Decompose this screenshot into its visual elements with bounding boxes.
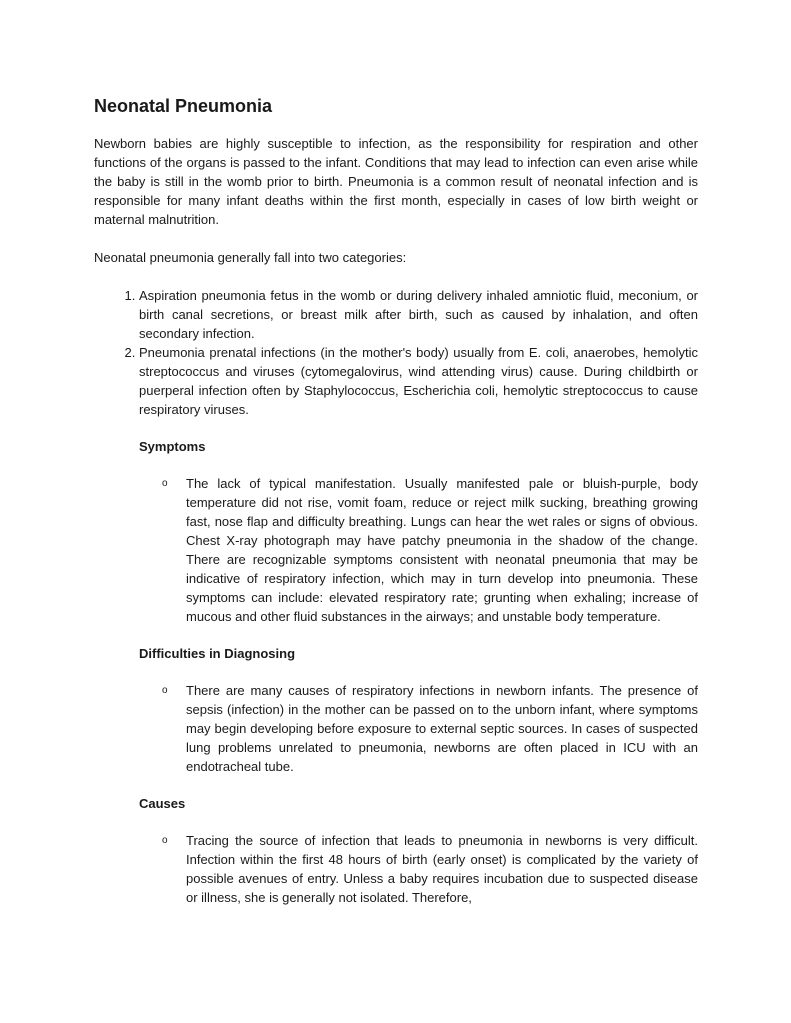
circle-bullet-icon: o	[162, 685, 168, 696]
category-item: 2. Pneumonia prenatal infections (in the mother's body) usually from E. coli, anaerobes, hemolytic streptococcus and viruses (cytomegalovirus, wind attending virus) cause. During childbirth or puerperal infection often by Staphylococcus, Escherichia coli, hemolytic streptococcus to cause respiratory viruses.	[139, 343, 698, 419]
section-heading: Symptoms	[139, 439, 206, 454]
symptoms-list	[139, 474, 698, 626]
diagnosing-section	[139, 644, 698, 776]
section-heading: Causes	[139, 796, 186, 811]
categories-lead: Neonatal pneumonia generally fall into two categories:	[94, 250, 407, 265]
diagnosing-list	[139, 681, 698, 776]
section-heading: Difficulties in Diagnosing	[139, 646, 296, 661]
intro-paragraph: Newborn babies are highly susceptible to infection, as the responsibility for respiration and other functions of the organs is passed to the infant. Conditions that may lead to infection can even arise while the baby is still in the womb prior to birth. Pneumonia is a common result of neonatal infection and is responsible for many infant deaths within the first month, especially in cases of low birth weight or maternal malnutrition.	[94, 136, 698, 227]
circle-bullet-icon: o	[162, 478, 168, 489]
list-item-text: Tracing the source of infection that leads to pneumonia in newborns is very difficult. Infection within the first 48 hours of birth (early onset) is complicated by the variety of possible avenues of entry. Unless a baby requires incubation due to suspected disease or illness, she is generally not isolated. Therefore,	[186, 833, 698, 905]
list-item	[162, 681, 698, 776]
causes-list	[139, 831, 698, 907]
list-item-text: There are many causes of respiratory infections in newborn infants. The presence of sepsis (infection) in the mother can be passed on to the unborn infant, where symptoms may begin developing before exposure to external septic sources. In cases of suspected lung problems unrelated to pneumonia, newborns are often placed in ICU with an endotracheal tube.	[186, 683, 698, 774]
list-item	[162, 474, 698, 626]
circle-bullet-icon: o	[162, 835, 168, 846]
list-item	[162, 831, 698, 907]
causes-section	[139, 794, 698, 907]
document-body	[94, 94, 698, 907]
category-item: 1. Aspiration pneumonia fetus in the womb or during delivery inhaled amniotic fluid, meconium, or birth canal secretions, or breast milk after birth, such as caused by inhalation, and often secondary infection.	[139, 286, 698, 343]
categories-list	[94, 286, 698, 419]
symptoms-section	[139, 437, 698, 626]
list-item-text: The lack of typical manifestation. Usually manifested pale or bluish-purple, body temperature did not rise, vomit foam, reduce or reject milk sucking, breathing growing fast, nose flap and difficulty breathing. Lungs can hear the wet rales or signs of obvious. Chest X-ray photograph may have patchy pneumonia in the shadow of the change. There are recognizable symptoms consistent with neonatal pneumonia that may be indicative of respiratory infection, which may in turn develop into pneumonia. These symptoms can include: elevated respiratory rate; grunting when exhaling; increase of mucous and other fluid substances in the airways; and unstable body temperature.	[186, 476, 698, 624]
page-title: Neonatal Pneumonia	[94, 96, 273, 116]
